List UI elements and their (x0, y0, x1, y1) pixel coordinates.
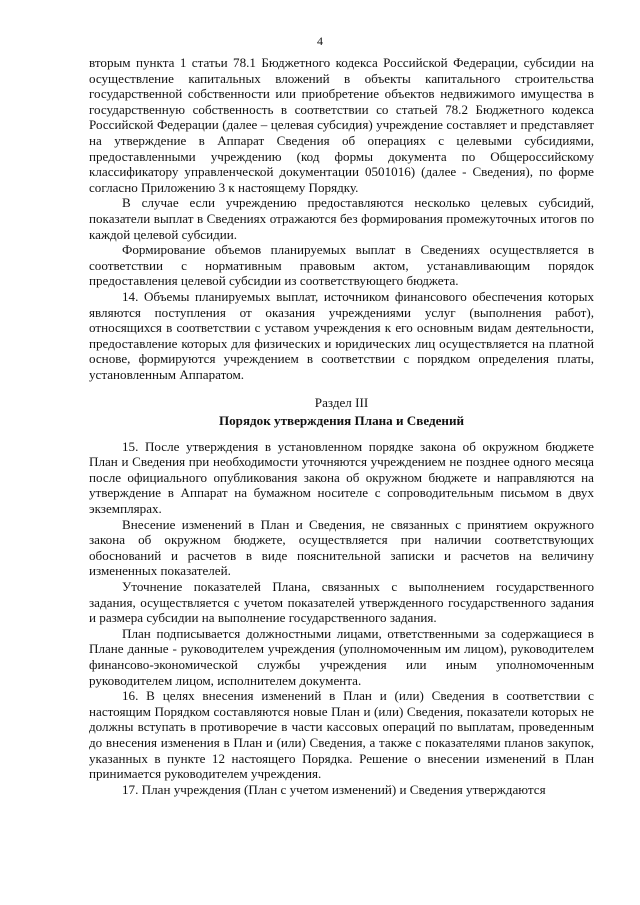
paragraph: В случае если учреждению предоставляются несколько целевых субсидий, показатели выплат в Сведениях отражаются без формирования промежуточных итогов по каждой целевой субсидии. (89, 195, 594, 242)
document-body (89, 55, 594, 797)
paragraph: 14. Объемы планируемых выплат, источником финансового обеспечения которых являются поступления от оказания учреждениями услуг (выполнения работ), относящихся в соответствии с уставом учреждения к его основным видам деятельности, предоставление которых для физических и юридических лиц осуществляется на платной основе, формируются учреждением в соответствии с порядком определения платы, установленным Аппаратом. (89, 288, 594, 382)
paragraph: вторым пункта 1 статьи 78.1 Бюджетного кодекса Российской Федерации, субсидии на осуществление капитальных вложений в объекты капитального строительства государственной собственности или приобретение объектов недвижимого имущества в государственную собственность в соответствии со статьей 78.2 Бюджетного кодекса Российской Федерации (далее – целевая субсидия) учреждение составляет и представляет на утверждение в Аппарат Сведения об операциях с целевыми субсидиями, предоставленными учреждению (код формы документа по Общероссийскому классификатору управленческой документации 0501016) (далее - Сведения), по форме согласно Приложению 3 к настоящему Порядку. (89, 55, 594, 195)
paragraph: Внесение изменений в План и Сведения, не связанных с принятием окружного закона об окружном бюджете, осуществляется при наличии соответствующих обоснований и расчетов в виде пояснительной записки и расчетов на величину измененных показателей. (89, 516, 594, 579)
paragraph: Формирование объемов планируемых выплат в Сведениях осуществляется в соответствии с нормативным правовым актом, устанавливающим порядок предоставления целевой субсидии из соответствующего бюджета. (89, 242, 594, 289)
paragraph: 15. После утверждения в установленном порядке закона об окружном бюджете План и Сведения при необходимости уточняются учреждением не позднее одного месяца после официального опубликования закона об окружном бюджете и направляются на утверждение в Аппарат на бумажном носителе с сопроводительным письмом в двух экземплярах. (89, 438, 594, 517)
paragraph: 17. План учреждения (План с учетом изменений) и Сведения утверждаются (122, 781, 546, 797)
section-title: Порядок утверждения Плана и Сведений (218, 413, 465, 429)
paragraphs-before-section (89, 55, 594, 382)
paragraph: План подписывается должностными лицами, ответственными за содержащиеся в Плане данные - руководителем учреждения (уполномоченным им лицом), руководителем финансово-экономической службы учреждения или иным уполномоченным руководителем лицом, исполнителем документа. (89, 625, 594, 688)
page-number: 4 (317, 34, 323, 48)
paragraphs-after-section (89, 439, 594, 798)
paragraph: Уточнение показателей Плана, связанных с выполнением государственного задания, осуществляется с учетом показателей утвержденного государственного задания и размера субсидии на выполнение государственного задания. (89, 579, 594, 626)
paragraph: 16. В целях внесения изменений в План и (или) Сведения в соответствии с настоящим Порядком составляются новые План и (или) Сведения, показатели которых не должны вступать в противоречие в части кассовых операций по выплатам, проведенным до внесения изменения в План и (или) Сведения, а также с показателями планов закупок, указанных в пункте 12 настоящего Порядка. Решение о внесении изменений в План принимается руководителем учреждения. (89, 688, 594, 782)
section-number: Раздел III (314, 395, 369, 411)
